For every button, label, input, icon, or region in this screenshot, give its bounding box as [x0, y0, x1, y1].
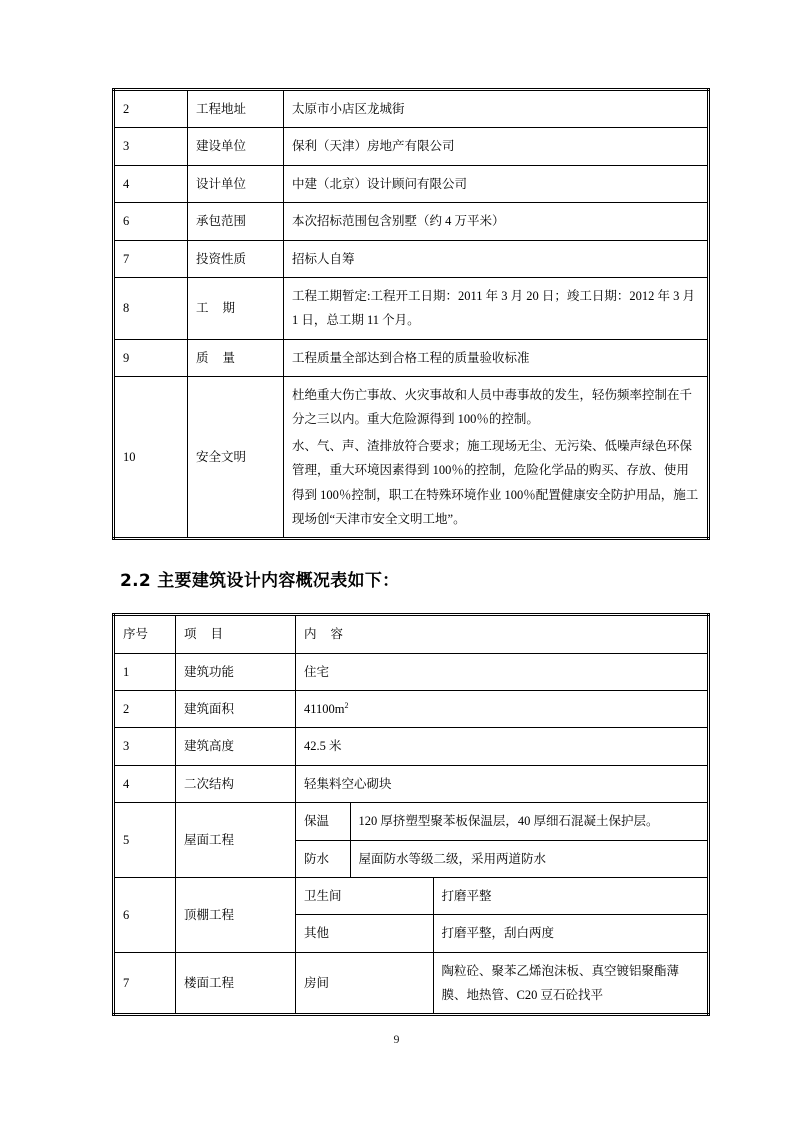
row-item-spaced: [196, 296, 235, 320]
row-content: [284, 240, 709, 277]
column-header-number: 序号: [114, 615, 176, 653]
building-design-table-body: [114, 615, 709, 1015]
row-number: 6: [114, 877, 176, 952]
row-content: [284, 203, 709, 240]
row-number: 9: [114, 339, 188, 376]
sub-row-label: 其他: [296, 915, 433, 952]
sub-row: [296, 915, 707, 952]
row-item-char-a: 质: [196, 350, 209, 365]
column-header-item: [176, 615, 296, 653]
row-content-line: 本次招标范围包含别墅（约 4 万平米）: [292, 214, 505, 229]
row-item: 承包范围: [188, 203, 284, 240]
row-number: 2: [114, 90, 188, 128]
sub-row-value: 屋面防水等级二级，采用两道防水: [358, 851, 547, 866]
row-content: [296, 691, 709, 728]
table-row: [114, 952, 709, 1015]
project-overview-table: [112, 88, 710, 540]
sub-row-value: 打磨平整: [433, 878, 707, 915]
sub-row: [296, 878, 707, 915]
building-design-table: [112, 613, 710, 1016]
row-item: 设计单位: [188, 165, 284, 202]
header-content-char-a: 内: [304, 627, 317, 642]
row-item: 顶棚工程: [176, 877, 296, 952]
project-overview-table-body: [114, 90, 709, 539]
section-heading: 2.2 主要建筑设计内容概况表如下：: [120, 571, 400, 592]
row-item: 建筑面积: [176, 691, 296, 728]
table-row: [114, 803, 709, 878]
row-item-char-b: 期: [222, 301, 236, 316]
row-number: 5: [114, 803, 176, 878]
row-content: [296, 952, 709, 1015]
sub-row-value: 陶粒砼、聚苯乙烯泡沫板、真空镀铝聚酯薄膜、地热管、C20 豆石砼找平: [441, 963, 680, 1002]
page-number: 9: [393, 1032, 400, 1046]
row-content: [284, 377, 709, 539]
sub-table-body: [296, 803, 707, 877]
sub-row: [296, 803, 707, 840]
area-value: 41100m: [304, 702, 345, 716]
row-item-spaced: [196, 346, 235, 370]
table-row: [114, 203, 709, 240]
row-content-line: 招标人自筹: [292, 251, 355, 266]
row-item: 建筑功能: [176, 653, 296, 690]
header-item-char-a: 项: [184, 627, 197, 642]
row-content: [296, 803, 709, 878]
table-header-row: [114, 615, 709, 653]
row-content-line: 中建（北京）设计顾问有限公司: [292, 176, 468, 191]
row-content-line: 太原市小店区龙城街: [292, 102, 405, 116]
row-item-char-a: 工: [196, 301, 209, 316]
row-number: 6: [114, 203, 188, 240]
row-content: [284, 165, 709, 202]
row-item: 建筑高度: [176, 728, 296, 765]
row-content: [284, 90, 709, 128]
row-content: [284, 128, 709, 165]
table-row: [114, 240, 709, 277]
row-number: 1: [114, 653, 176, 690]
column-header-item-spaced: [184, 622, 223, 646]
row-item: [188, 277, 284, 339]
sub-row-label: 房间: [296, 953, 433, 1014]
table-row: [114, 165, 709, 202]
table-row: [114, 277, 709, 339]
row-content: [296, 877, 709, 952]
row-number: 3: [114, 728, 176, 765]
row-content-line: 工程工期暂定:工程开工日期：2011 年 3 月 20 日；竣工日期：2012 年 3 月 1 日，总工期 11 个月。: [292, 288, 696, 328]
row-number: 10: [114, 377, 188, 539]
row-item: 安全文明: [188, 377, 284, 539]
row-number: 3: [114, 128, 188, 165]
row-content-line: 水、气、声、渣排放符合要求；施工现场无尘、无污染、低噪声绿色环保管理，重大环境因素得到 100％的控制，危险化学品的购买、存放、使用得到 100％控制，职工在特殊环境作业 100％配置健康安全防护用品，施工现场创“天津市安全文明工地”。: [292, 438, 699, 526]
table-row: [114, 90, 709, 128]
row-number: 4: [114, 165, 188, 202]
table-row: [114, 339, 709, 376]
row-content: [284, 339, 709, 376]
row-item: 屋面工程: [176, 803, 296, 878]
row-item: 投资性质: [188, 240, 284, 277]
column-header-content-spaced: [304, 622, 343, 646]
sub-row-value: 打磨平整，刮白两度: [441, 926, 555, 941]
row-content-line: 杜绝重大伤亡事故、火灾事故和人员中毒事故的发生，轻伤频率控制在千分之三以内。重大危险源得到 100％的控制。: [292, 388, 693, 427]
row-content: 42.5 米: [296, 728, 709, 765]
sub-table: [296, 953, 707, 1014]
sub-row-label: 防水: [296, 840, 350, 877]
table-row: [114, 728, 709, 765]
sub-row-label: 保温: [296, 803, 350, 840]
table-row: [114, 653, 709, 690]
header-item-char-b: 目: [210, 627, 224, 642]
row-item: [188, 339, 284, 376]
sub-row: [296, 953, 707, 1014]
sub-row-label: 卫生间: [296, 878, 433, 915]
row-content: 住宅: [296, 653, 709, 690]
row-item: 工程地址: [188, 90, 284, 128]
row-item: 建设单位: [188, 128, 284, 165]
sub-table: [296, 803, 707, 877]
table-row: [114, 765, 709, 802]
row-content: [284, 277, 709, 339]
column-header-content: [296, 615, 709, 653]
table-row: [114, 877, 709, 952]
table-row: [114, 377, 709, 539]
row-number: 4: [114, 765, 176, 802]
row-number: 7: [114, 240, 188, 277]
sub-row: [296, 840, 707, 877]
page-content: [112, 88, 712, 1016]
row-item-char-b: 量: [222, 350, 236, 365]
row-item: 二次结构: [176, 765, 296, 802]
sub-table-body: [296, 953, 707, 1014]
table-row: [114, 691, 709, 728]
row-content-line: 保利（天津）房地产有限公司: [292, 139, 455, 154]
sub-table: [296, 878, 707, 952]
table-row: [114, 128, 709, 165]
sub-row-value: 120 厚挤塑型聚苯板保温层，40 厚细石混凝土保护层。: [350, 803, 707, 840]
row-number: 7: [114, 952, 176, 1015]
row-number: 2: [114, 691, 176, 728]
sub-table-body: [296, 878, 707, 952]
row-number: 8: [114, 277, 188, 339]
row-item: 楼面工程: [176, 952, 296, 1015]
area-unit-superscript: 2: [344, 700, 349, 710]
header-content-char-b: 容: [330, 627, 344, 642]
row-content: 轻集料空心砌块: [296, 765, 709, 802]
row-content-line: 工程质量全部达到合格工程的质量验收标准: [292, 350, 530, 365]
